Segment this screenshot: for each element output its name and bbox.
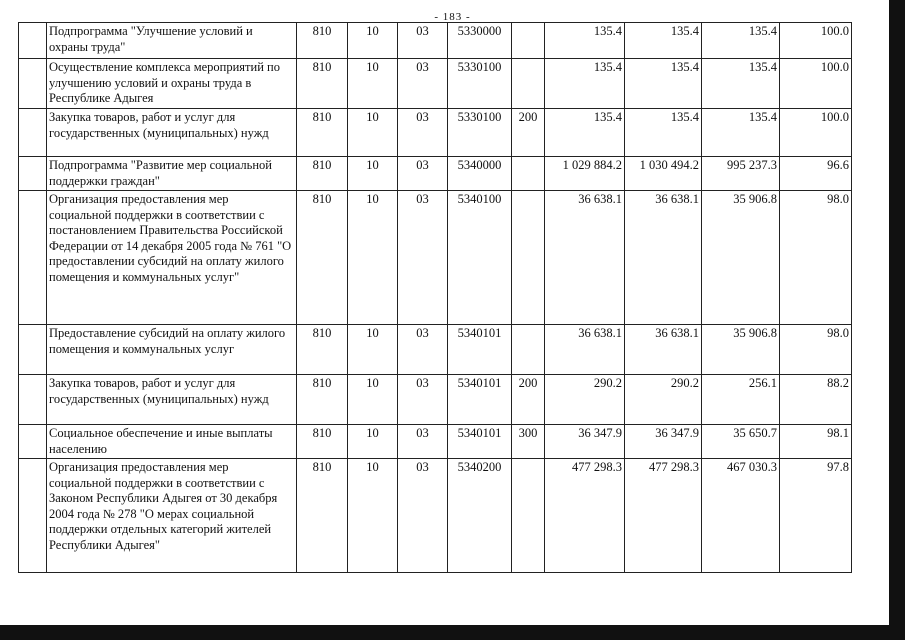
plan-amount-cell: 135.4 — [545, 109, 625, 157]
execution-percent-cell: 100.0 — [780, 109, 852, 157]
revised-plan-amount-cell: 36 347.9 — [625, 425, 702, 459]
actual-amount-cell: 35 650.7 — [702, 425, 780, 459]
target-code-cell: 5330100 — [448, 109, 512, 157]
execution-percent-cell: 98.0 — [780, 325, 852, 375]
ministry-code-cell: 810 — [297, 191, 348, 325]
ministry-code-cell: 810 — [297, 23, 348, 59]
subsection-code-cell: 03 — [398, 191, 448, 325]
name-cell: Закупка товаров, работ и услуг для государственных (муниципальных) нужд — [47, 375, 297, 425]
expense-type-code-cell — [512, 157, 545, 191]
subsection-code-cell: 03 — [398, 459, 448, 573]
execution-percent-cell: 98.0 — [780, 191, 852, 325]
table-row — [19, 459, 852, 573]
target-code-cell: 5340101 — [448, 425, 512, 459]
table-row — [19, 157, 852, 191]
target-code-cell: 5340101 — [448, 325, 512, 375]
scan-edge-bottom — [0, 625, 905, 640]
execution-percent-cell: 97.8 — [780, 459, 852, 573]
row-number-cell — [19, 59, 47, 109]
target-code-cell: 5330100 — [448, 59, 512, 109]
table-row — [19, 191, 852, 325]
plan-amount-cell: 36 638.1 — [545, 325, 625, 375]
target-code-cell: 5340100 — [448, 191, 512, 325]
subsection-code-cell: 03 — [398, 59, 448, 109]
plan-amount-cell: 135.4 — [545, 59, 625, 109]
actual-amount-cell: 135.4 — [702, 109, 780, 157]
expense-type-code-cell: 300 — [512, 425, 545, 459]
revised-plan-amount-cell: 135.4 — [625, 59, 702, 109]
actual-amount-cell: 256.1 — [702, 375, 780, 425]
execution-percent-cell: 98.1 — [780, 425, 852, 459]
plan-amount-cell: 1 029 884.2 — [545, 157, 625, 191]
row-number-cell — [19, 157, 47, 191]
table-row — [19, 325, 852, 375]
ministry-code-cell: 810 — [297, 459, 348, 573]
section-code-cell: 10 — [348, 109, 398, 157]
revised-plan-amount-cell: 36 638.1 — [625, 191, 702, 325]
name-cell: Социальное обеспечение и иные выплаты населению — [47, 425, 297, 459]
expense-type-code-cell — [512, 459, 545, 573]
row-number-cell — [19, 23, 47, 59]
name-cell: Подпрограмма "Развитие мер социальной поддержки граждан" — [47, 157, 297, 191]
expense-type-code-cell — [512, 59, 545, 109]
table-row — [19, 375, 852, 425]
table-row — [19, 109, 852, 157]
ministry-code-cell: 810 — [297, 59, 348, 109]
name-cell: Организация предоставления мер социальной поддержки в соответствии с Законом Республики Адыгея от 30 декабря 2004 года № 278 "О мерах социальной поддержки отдельных категорий жителей Республики Адыгея" — [47, 459, 297, 573]
revised-plan-amount-cell: 477 298.3 — [625, 459, 702, 573]
execution-percent-cell: 100.0 — [780, 23, 852, 59]
budget-table — [18, 22, 852, 573]
section-code-cell: 10 — [348, 59, 398, 109]
subsection-code-cell: 03 — [398, 109, 448, 157]
section-code-cell: 10 — [348, 325, 398, 375]
subsection-code-cell: 03 — [398, 325, 448, 375]
execution-percent-cell: 88.2 — [780, 375, 852, 425]
section-code-cell: 10 — [348, 23, 398, 59]
table-row — [19, 23, 852, 59]
table-row — [19, 59, 852, 109]
table-row — [19, 425, 852, 459]
ministry-code-cell: 810 — [297, 157, 348, 191]
subsection-code-cell: 03 — [398, 425, 448, 459]
expense-type-code-cell — [512, 23, 545, 59]
row-number-cell — [19, 375, 47, 425]
section-code-cell: 10 — [348, 375, 398, 425]
section-code-cell: 10 — [348, 157, 398, 191]
subsection-code-cell: 03 — [398, 23, 448, 59]
section-code-cell: 10 — [348, 425, 398, 459]
row-number-cell — [19, 109, 47, 157]
actual-amount-cell: 135.4 — [702, 23, 780, 59]
revised-plan-amount-cell: 135.4 — [625, 109, 702, 157]
plan-amount-cell: 36 347.9 — [545, 425, 625, 459]
ministry-code-cell: 810 — [297, 375, 348, 425]
plan-amount-cell: 36 638.1 — [545, 191, 625, 325]
target-code-cell: 5330000 — [448, 23, 512, 59]
plan-amount-cell: 477 298.3 — [545, 459, 625, 573]
row-number-cell — [19, 191, 47, 325]
revised-plan-amount-cell: 36 638.1 — [625, 325, 702, 375]
revised-plan-amount-cell: 1 030 494.2 — [625, 157, 702, 191]
row-number-cell — [19, 425, 47, 459]
name-cell: Предоставление субсидий на оплату жилого помещения и коммунальных услуг — [47, 325, 297, 375]
subsection-code-cell: 03 — [398, 375, 448, 425]
execution-percent-cell: 100.0 — [780, 59, 852, 109]
actual-amount-cell: 135.4 — [702, 59, 780, 109]
actual-amount-cell: 35 906.8 — [702, 325, 780, 375]
name-cell: Подпрограмма "Улучшение условий и охраны труда" — [47, 23, 297, 59]
revised-plan-amount-cell: 135.4 — [625, 23, 702, 59]
expense-type-code-cell: 200 — [512, 375, 545, 425]
execution-percent-cell: 96.6 — [780, 157, 852, 191]
name-cell: Закупка товаров, работ и услуг для государственных (муниципальных) нужд — [47, 109, 297, 157]
actual-amount-cell: 467 030.3 — [702, 459, 780, 573]
ministry-code-cell: 810 — [297, 425, 348, 459]
target-code-cell: 5340200 — [448, 459, 512, 573]
page-number: - 183 - — [434, 11, 471, 23]
actual-amount-cell: 995 237.3 — [702, 157, 780, 191]
actual-amount-cell: 35 906.8 — [702, 191, 780, 325]
plan-amount-cell: 135.4 — [545, 23, 625, 59]
row-number-cell — [19, 325, 47, 375]
expense-type-code-cell: 200 — [512, 109, 545, 157]
plan-amount-cell: 290.2 — [545, 375, 625, 425]
revised-plan-amount-cell: 290.2 — [625, 375, 702, 425]
section-code-cell: 10 — [348, 191, 398, 325]
name-cell: Организация предоставления мер социальной поддержки в соответствии с постановлением Правительства Российской Федерации от 14 декабря 2005 года № 761 "О предоставлении субсидий на оплату жилого помещения и коммунальных услуг" — [47, 191, 297, 325]
ministry-code-cell: 810 — [297, 325, 348, 375]
name-cell: Осуществление комплекса мероприятий по улучшению условий и охраны труда в Республике Адыгея — [47, 59, 297, 109]
scan-edge-right — [889, 0, 905, 640]
expense-type-code-cell — [512, 325, 545, 375]
ministry-code-cell: 810 — [297, 109, 348, 157]
target-code-cell: 5340000 — [448, 157, 512, 191]
subsection-code-cell: 03 — [398, 157, 448, 191]
target-code-cell: 5340101 — [448, 375, 512, 425]
row-number-cell — [19, 459, 47, 573]
section-code-cell: 10 — [348, 459, 398, 573]
expense-type-code-cell — [512, 191, 545, 325]
